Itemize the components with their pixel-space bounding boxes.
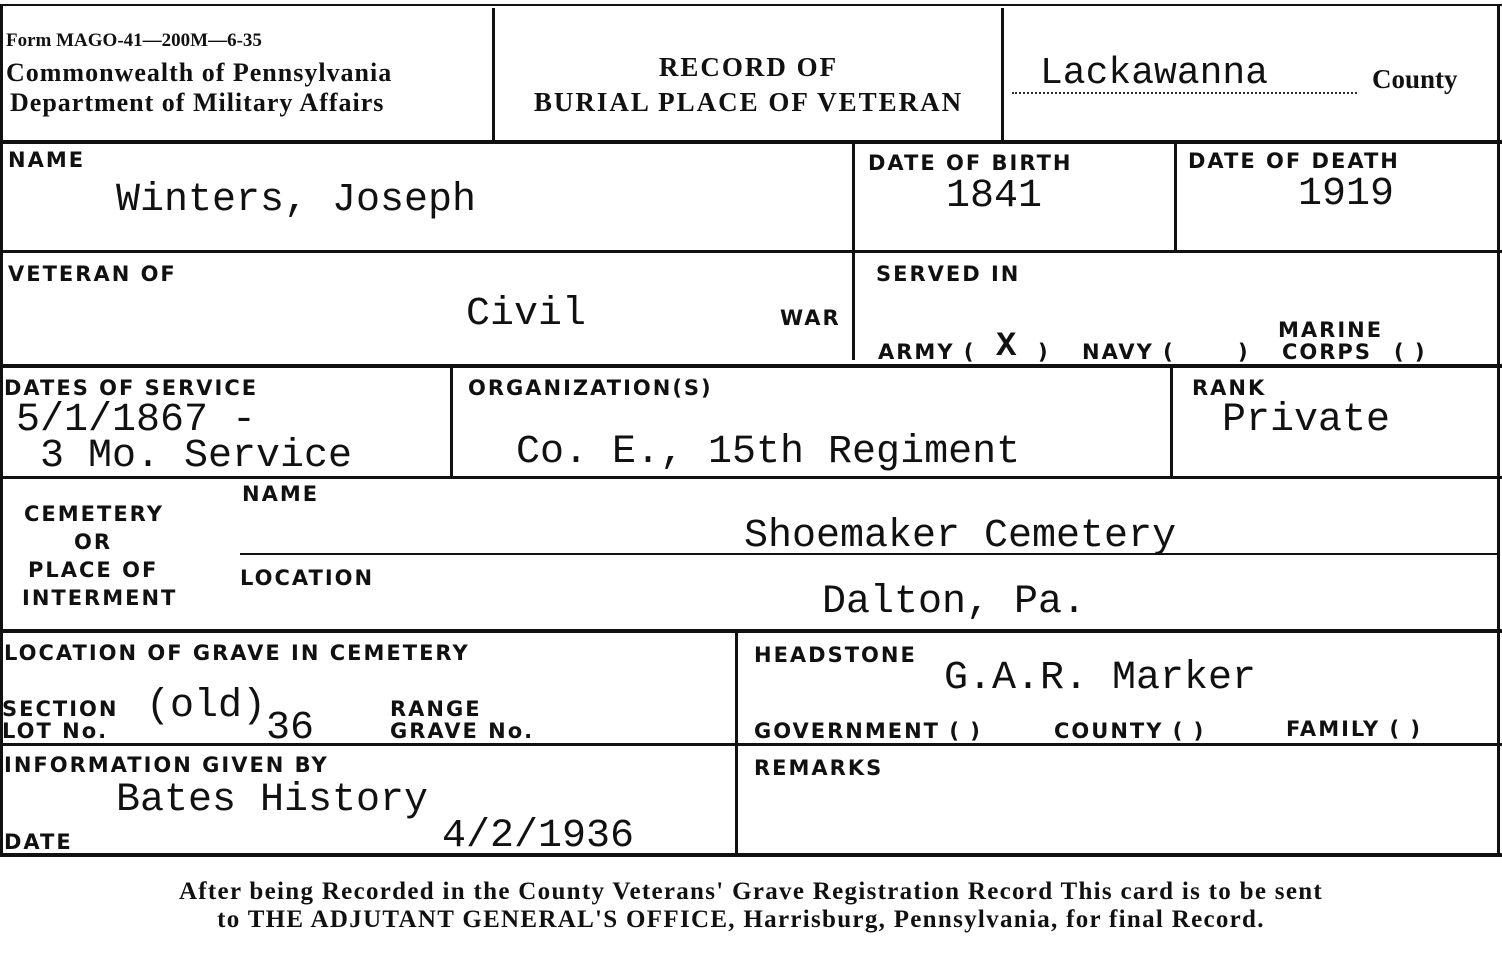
info-given-by-value: Bates History bbox=[116, 778, 429, 823]
service-dates-line-2: 3 Mo. Service bbox=[40, 434, 353, 479]
birth-value: 1841 bbox=[946, 174, 1043, 219]
cemetery-side-1: CEMETERY bbox=[24, 502, 164, 526]
headstone-value: G.A.R. Marker bbox=[944, 656, 1257, 701]
county-label: County bbox=[1372, 64, 1458, 94]
right-border bbox=[1497, 4, 1500, 854]
row-line-7 bbox=[0, 853, 1502, 857]
navy-close: ) bbox=[1238, 340, 1250, 364]
cemetery-name-value: Shoemaker Cemetery bbox=[744, 514, 1177, 559]
birth-death-divider bbox=[1174, 144, 1177, 250]
footer-line-1: After being Recorded in the County Veterans' Grave Registration Record This card is to be sent bbox=[178, 878, 1324, 905]
service-dates-label: DATES OF SERVICE bbox=[4, 376, 259, 400]
army-close: ) bbox=[1038, 340, 1050, 364]
death-label: DATE OF DEATH bbox=[1188, 149, 1400, 173]
death-value: 1919 bbox=[1298, 172, 1395, 217]
cemetery-location-label: LOCATION bbox=[240, 566, 375, 590]
veteran-name: Winters, Joseph bbox=[116, 178, 477, 223]
range-label: RANGE bbox=[390, 697, 482, 721]
war-label: WAR bbox=[780, 306, 841, 330]
veteran-of-label: VETERAN OF bbox=[8, 262, 177, 286]
form-number: Form MAGO-41—200M—6-35 bbox=[6, 30, 262, 51]
rank-value: Private bbox=[1222, 398, 1391, 443]
headstone-label: HEADSTONE bbox=[754, 643, 917, 667]
lot-label: LOT No. bbox=[2, 719, 109, 743]
row-line-3 bbox=[0, 364, 1502, 368]
info-given-by-label: INFORMATION GIVEN BY bbox=[4, 753, 329, 777]
cemetery-side-3: PLACE OF bbox=[28, 558, 159, 582]
row-line-5 bbox=[0, 629, 1502, 633]
row-line-6 bbox=[0, 743, 1502, 746]
cemetery-side-2: OR bbox=[74, 530, 113, 554]
navy-label: NAVY ( bbox=[1082, 340, 1175, 364]
organization-label: ORGANIZATION(S) bbox=[468, 376, 713, 400]
headstone-family: FAMILY ( ) bbox=[1286, 717, 1423, 741]
army-label: ARMY ( bbox=[878, 340, 976, 364]
cemetery-location-value: Dalton, Pa. bbox=[822, 580, 1087, 625]
county-dotted-line bbox=[1012, 92, 1357, 94]
lot-value: 36 bbox=[266, 706, 315, 751]
county-value: Lackawanna bbox=[1040, 52, 1269, 95]
war-value: Civil bbox=[466, 292, 587, 337]
title-line-1: RECORD OF bbox=[658, 52, 839, 82]
org-line-2: Department of Military Affairs bbox=[10, 88, 385, 117]
name-label: NAME bbox=[8, 148, 86, 172]
cemetery-side-4: INTERMENT bbox=[22, 586, 178, 610]
row-line-1 bbox=[0, 140, 1502, 144]
info-date-value: 4/2/1936 bbox=[442, 814, 635, 859]
section-label: SECTION bbox=[2, 697, 119, 721]
headstone-county: COUNTY ( ) bbox=[1054, 719, 1206, 743]
marine-paren: ( ) bbox=[1394, 340, 1427, 364]
service-divider bbox=[450, 368, 453, 476]
marine-label-1: MARINE bbox=[1278, 318, 1384, 342]
rank-divider bbox=[1170, 368, 1173, 476]
cemetery-name-label: NAME bbox=[242, 482, 320, 506]
header-divider-2 bbox=[1001, 8, 1004, 140]
service-dates-line-1: 5/1/1867 - bbox=[16, 398, 257, 443]
birth-label: DATE OF BIRTH bbox=[868, 151, 1073, 175]
info-date-label: DATE bbox=[4, 830, 73, 854]
grave-number-label: GRAVE No. bbox=[390, 719, 535, 743]
grave-location-label: LOCATION OF GRAVE IN CEMETERY bbox=[4, 641, 470, 665]
footer-line-2: to THE ADJUTANT GENERAL'S OFFICE, Harrisburg, Pennsylvania, for final Record. bbox=[217, 906, 1265, 933]
header-divider-1 bbox=[492, 8, 495, 140]
org-line-1: Commonwealth of Pennsylvania bbox=[6, 58, 393, 87]
remarks-label: REMARKS bbox=[754, 756, 884, 780]
row-line-2 bbox=[0, 250, 1502, 253]
organization-value: Co. E., 15th Regiment bbox=[516, 430, 1021, 475]
title-line-2: BURIAL PLACE OF VETERAN bbox=[533, 87, 964, 117]
top-border bbox=[0, 4, 1502, 6]
served-in-label: SERVED IN bbox=[876, 262, 1021, 286]
headstone-government: GOVERNMENT ( ) bbox=[754, 719, 982, 743]
marine-label-2: CORPS bbox=[1282, 340, 1372, 364]
rank-label: RANK bbox=[1192, 376, 1267, 400]
section-value: (old) bbox=[146, 684, 267, 729]
army-mark: X bbox=[996, 328, 1017, 366]
